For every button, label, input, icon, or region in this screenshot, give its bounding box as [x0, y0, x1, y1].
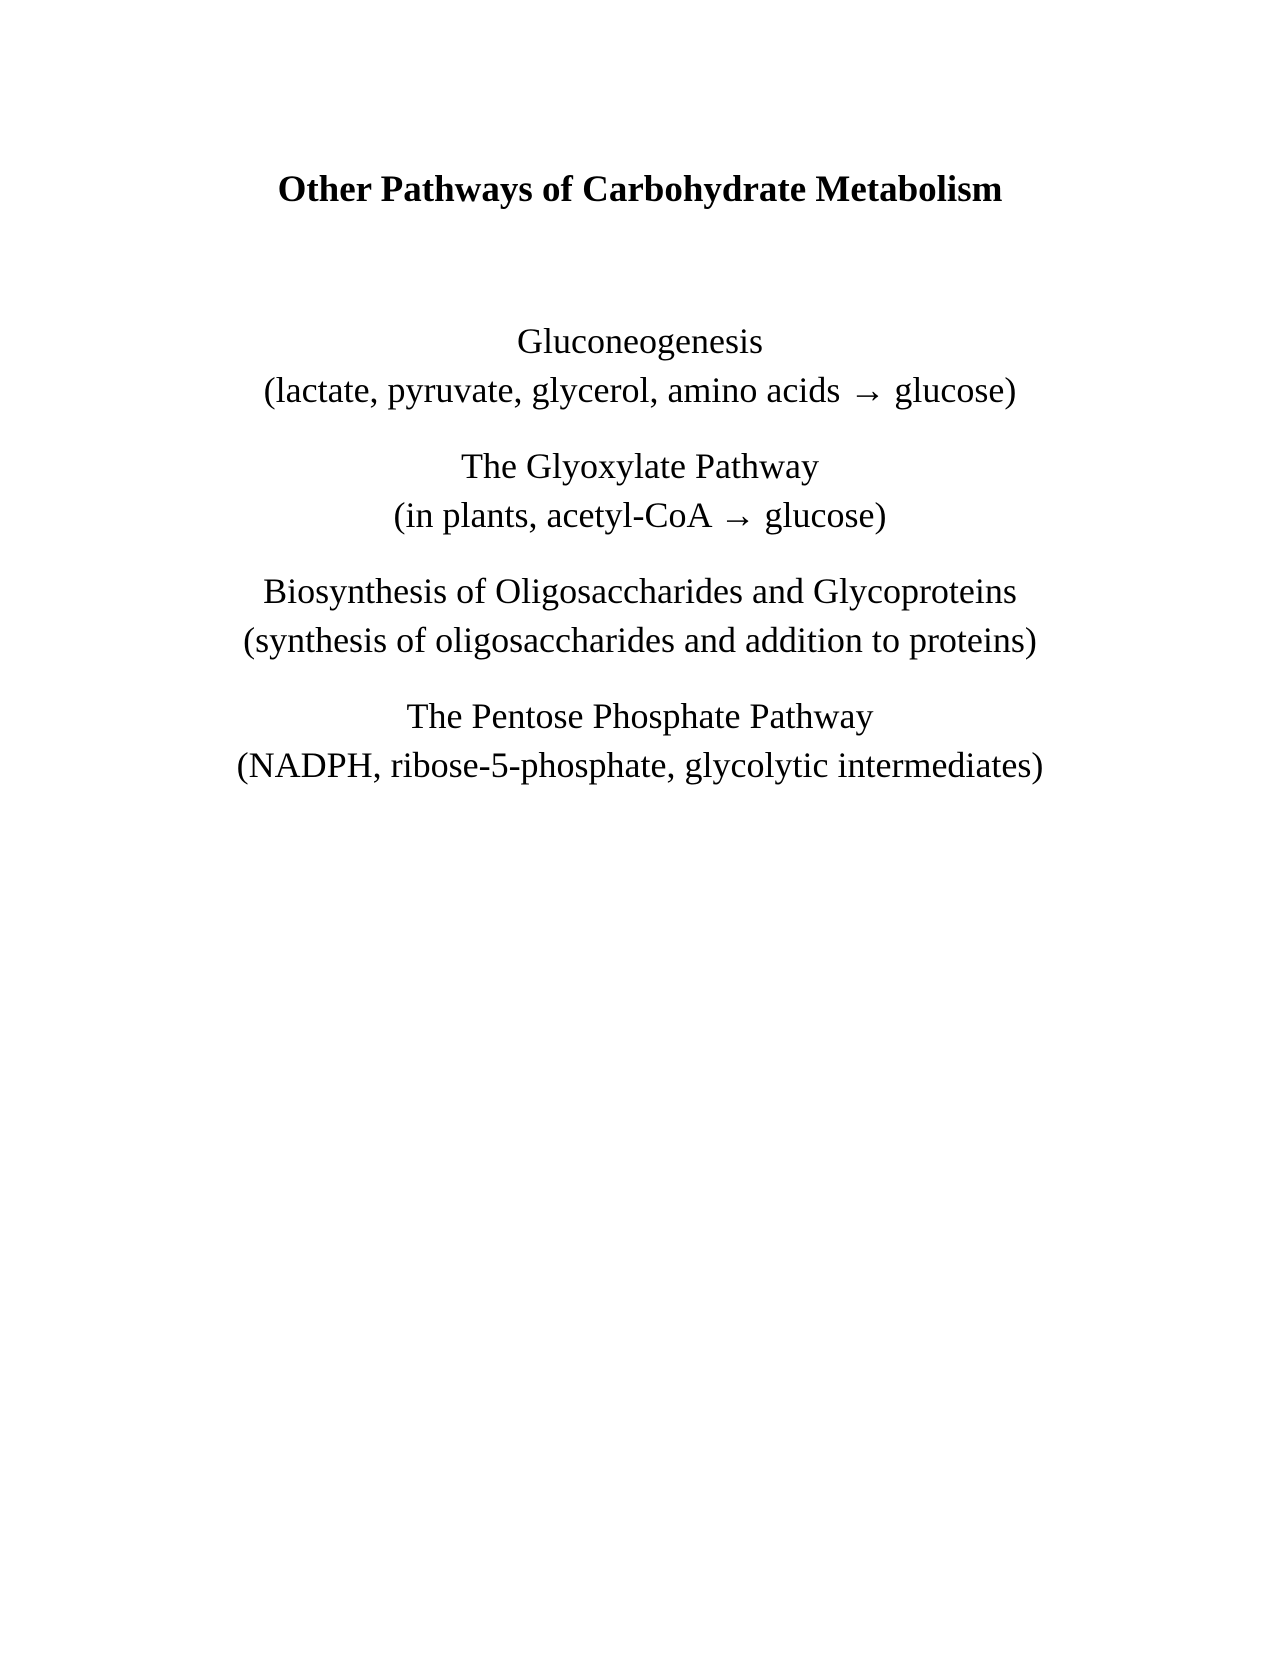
- section-heading: Biosynthesis of Oligosaccharides and Glycoproteins: [263, 571, 1017, 611]
- section-gluconeogenesis: [0, 317, 1280, 415]
- section-heading: Gluconeogenesis: [517, 321, 763, 361]
- section-description: (NADPH, ribose-5-phosphate, glycolytic intermediates): [236, 745, 1044, 785]
- section-heading: The Glyoxylate Pathway: [461, 446, 819, 486]
- section-glyoxylate-pathway: [0, 442, 1280, 540]
- section-description: (synthesis of oligosaccharides and addition to proteins): [243, 620, 1037, 660]
- section-description: (lactate, pyruvate, glycerol, amino acids → glucose): [263, 370, 1017, 410]
- section-heading: The Pentose Phosphate Pathway: [406, 696, 874, 736]
- page-title: Other Pathways of Carbohydrate Metabolism: [277, 169, 1003, 210]
- section-oligosaccharide-biosynthesis: [0, 567, 1280, 665]
- section-pentose-phosphate-pathway: [0, 692, 1280, 790]
- section-description: (in plants, acetyl-CoA → glucose): [393, 495, 887, 535]
